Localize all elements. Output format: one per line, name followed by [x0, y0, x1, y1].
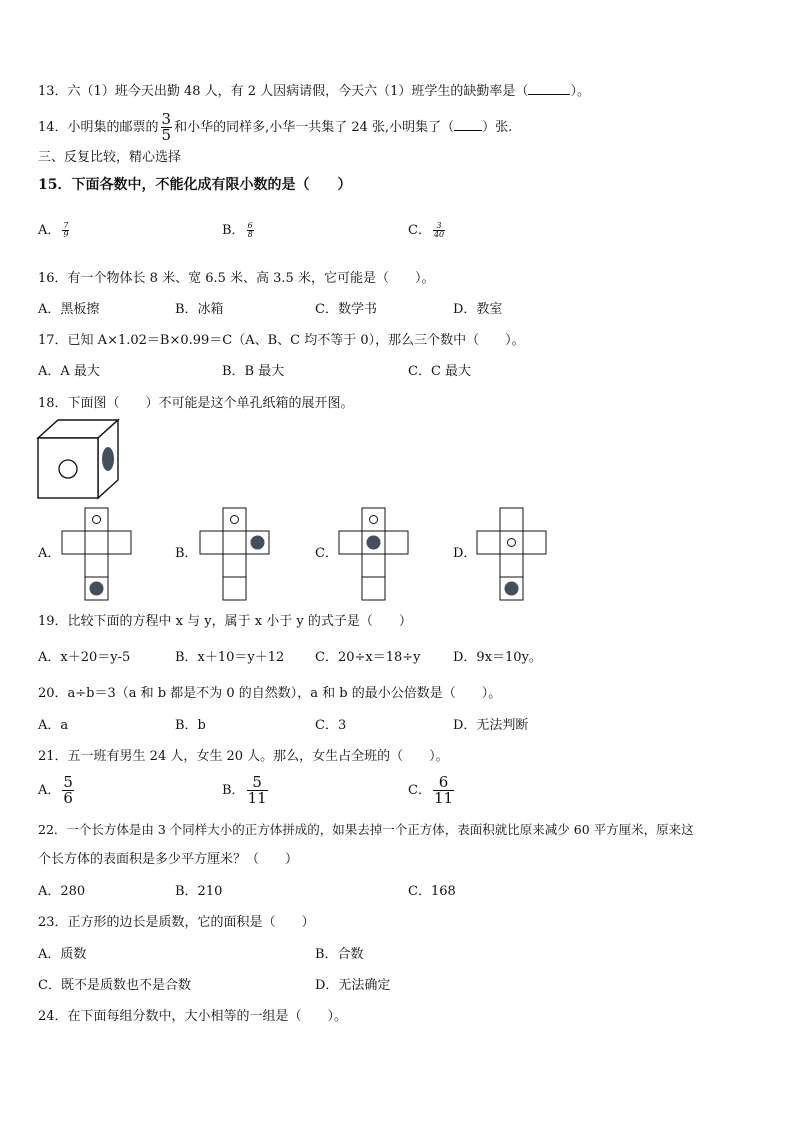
option-d[interactable]: D．无法判断: [453, 718, 529, 733]
option-d[interactable]: D．无法确定: [315, 978, 391, 993]
option-c[interactable]: C． $\frac{6}{11}$: [408, 773, 454, 807]
option-d[interactable]: D．: [453, 546, 477, 561]
question-13: 13．六（1）班今天出勤 48 人，有 2 人因病请假，今天六（1）班学生的缺勤率是（ ）。: [38, 84, 590, 99]
question-16: 16．有一个物体长 8 米、宽 6.5 米、高 3.5 米，它可能是（ ）。: [38, 271, 435, 286]
question-22-line2: 个长方体的表面积是多少平方厘米？（ ）: [38, 852, 299, 867]
option-a[interactable]: A．质数: [38, 947, 87, 962]
option-a[interactable]: A．: [38, 546, 61, 561]
option-a[interactable]: A．黑板擦: [38, 302, 100, 317]
question-18: 18．下面图（ ）不可能是这个单孔纸箱的展开图。: [38, 396, 354, 411]
option-c[interactable]: C． $\frac{3}{40}$: [408, 221, 445, 239]
question-22-line1: 22．一个长方体是由 3 个同样大小的正方体拼成的，如果去掉一个正方体，表面积就比原来减少 60 平方厘米，原来这: [38, 822, 694, 837]
option-a[interactable]: A．A 最大: [38, 364, 100, 379]
option-a[interactable]: A．280: [38, 884, 86, 899]
answer-blank[interactable]: [454, 118, 482, 131]
fraction: $\frac{3}{5}$: [161, 110, 172, 144]
question-19: 19．比较下面的方程中 x 与 y，属于 x 小于 y 的式子是（ ）: [38, 614, 412, 629]
option-c[interactable]: C．既不是质数也不是合数: [38, 978, 191, 993]
q13-text: 13．六（1）班今天出勤 48 人，有 2 人因病请假，今天六（1）班学生的缺勤率是（: [38, 84, 529, 99]
option-c[interactable]: C．20÷x＝18÷y: [315, 650, 421, 665]
option-b[interactable]: B．冰箱: [175, 302, 224, 317]
option-b[interactable]: B．x＋10＝y＋12: [175, 650, 285, 665]
option-b[interactable]: B．: [175, 546, 198, 561]
net-option-b: [199, 507, 271, 601]
cube-box-figure: [36, 418, 122, 502]
question-24: 24．在下面每组分数中，大小相等的一组是（ ）。: [38, 1009, 348, 1024]
question-17: 17．已知 A×1.02＝B×0.99＝C（A、B、C 均不等于 0），那么三个数中（ ）。: [38, 333, 525, 348]
option-a[interactable]: A．a: [38, 718, 69, 733]
question-14: 14．小明集的邮票的 $\frac{3}{5}$ 和小华的同样多,小华一共集了 24 张,小明集了（ ）张.: [38, 110, 513, 144]
option-a[interactable]: A．x＋20＝y-5: [38, 650, 131, 665]
question-15: 15．下面各数中，不能化成有限小数的是（ ）: [38, 177, 352, 193]
option-c[interactable]: C．3: [315, 718, 347, 733]
option-b[interactable]: B．B 最大: [222, 364, 285, 379]
option-c[interactable]: C．C 最大: [408, 364, 472, 379]
option-b[interactable]: B． $\frac{5}{11}$: [222, 773, 267, 807]
option-a[interactable]: A． $\frac{7}{9}$: [38, 221, 69, 239]
option-b[interactable]: B．b: [175, 718, 206, 733]
option-b[interactable]: B．合数: [315, 947, 364, 962]
option-d[interactable]: D．9x＝10y。: [453, 650, 542, 665]
option-c[interactable]: C．: [315, 546, 338, 561]
answer-blank[interactable]: [528, 82, 570, 95]
option-d[interactable]: D．教室: [453, 302, 503, 317]
option-b[interactable]: B． $\frac{6}{8}$: [222, 221, 253, 239]
net-option-c: [338, 507, 410, 601]
section-heading: 三、反复比较，精心选择: [38, 150, 182, 165]
net-option-a: [61, 507, 133, 601]
net-option-d: [476, 507, 548, 601]
option-a[interactable]: A． $\frac{5}{6}$: [38, 773, 73, 807]
option-b[interactable]: B．210: [175, 884, 223, 899]
question-20: 20．a÷b＝3（a 和 b 都是不为 0 的自然数），a 和 b 的最小公倍数是（ ）。: [38, 686, 502, 701]
question-21: 21．五一班有男生 24 人，女生 20 人。那么，女生占全班的（ ）。: [38, 749, 449, 764]
question-23: 23．正方形的边长是质数，它的面积是（ ）: [38, 915, 315, 930]
option-c[interactable]: C．168: [408, 884, 456, 899]
option-c[interactable]: C．数学书: [315, 302, 377, 317]
